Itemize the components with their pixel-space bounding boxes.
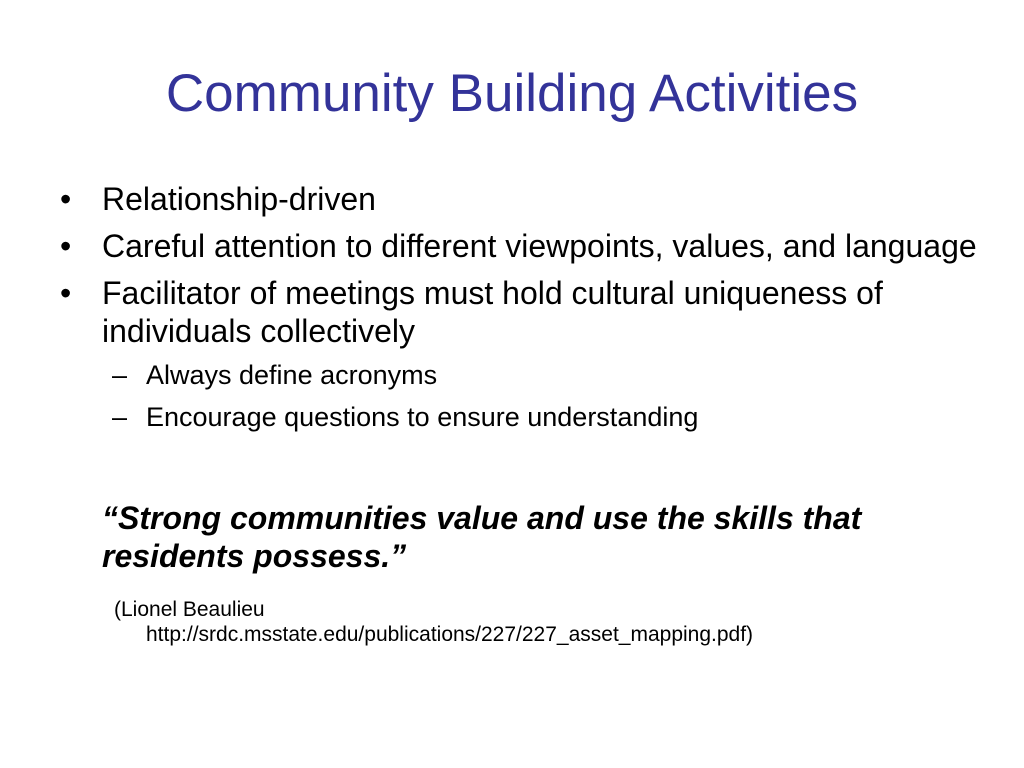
bullet-item — [58, 274, 988, 350]
bullet-text: Careful attention to different viewpoints, values, and language — [102, 228, 977, 264]
citation-url: http://srdc.msstate.edu/publications/227/227_asset_mapping.pdf) — [146, 623, 754, 646]
bullet-marker: • — [60, 181, 72, 217]
sub-bullet-item — [112, 401, 988, 433]
sub-bullet-item — [112, 359, 988, 391]
bullet-marker: • — [60, 228, 72, 264]
quote: “Strong communities value and use the skills that residents possess.” — [102, 500, 862, 574]
citation-author: (Lionel Beaulieu — [114, 598, 265, 621]
bullet-text: Facilitator of meetings must hold cultural uniqueness of individuals collectively — [102, 275, 883, 349]
bullet-item — [58, 180, 988, 218]
slide-title: Community Building Activities — [165, 64, 859, 123]
sub-bullet-text: Always define acronyms — [146, 360, 438, 390]
bullet-text: Relationship-driven — [102, 181, 376, 217]
bullet-marker: • — [60, 275, 72, 311]
slide-body — [58, 180, 988, 647]
sub-bullet-text: Encourage questions to ensure understanding — [146, 402, 699, 432]
sub-bullet-marker: – — [112, 360, 128, 390]
bullet-item — [58, 227, 988, 265]
sub-bullet-marker: – — [112, 402, 128, 432]
citation — [114, 597, 988, 647]
